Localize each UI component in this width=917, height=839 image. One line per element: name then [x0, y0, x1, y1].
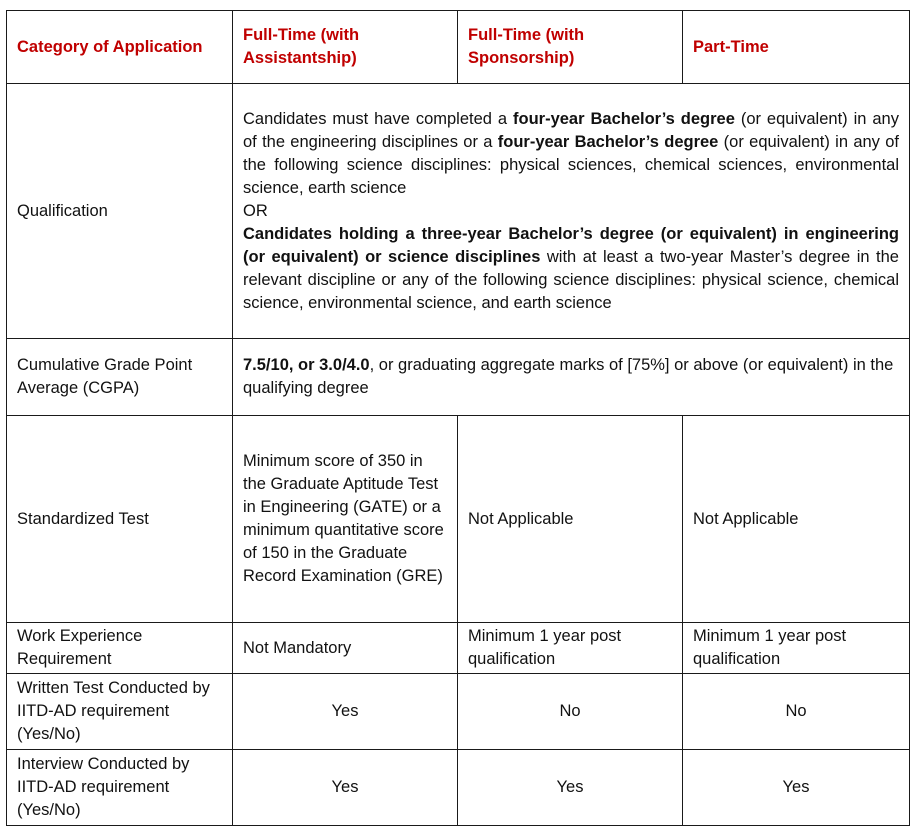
interview-label: Interview Conducted by IITD-AD requirement (Yes/No)	[7, 750, 233, 826]
qualification-label: Qualification	[7, 84, 233, 339]
interview-parttime: Yes	[683, 750, 910, 826]
written-test-row	[7, 674, 910, 750]
header-fulltime-sponsorship: Full-Time (with Sponsorship)	[468, 26, 585, 67]
qualification-p1-a: Candidates must have completed a	[243, 109, 514, 128]
header-cell-assistantship	[233, 11, 458, 84]
header-cell-sponsorship	[458, 11, 683, 84]
qualification-or: OR	[243, 201, 268, 220]
interview-assistantship: Yes	[233, 750, 458, 826]
qualification-p1-b: four-year Bachelor’s degree	[513, 109, 735, 128]
qualification-row	[7, 84, 910, 339]
qualification-text	[233, 84, 910, 339]
qualification-p2-a: Candidates holding a three-year Bachelor’s degree (or equivalent) in engineering (or equivalent) or science disciplines	[243, 224, 899, 266]
cgpa-value-bold: 7.5/10, or 3.0/4.0	[243, 356, 370, 374]
interview-row	[7, 750, 910, 826]
standardized-test-row	[7, 416, 910, 623]
header-fulltime-assistantship: Full-Time (with Assistantship)	[243, 26, 360, 67]
header-cell-parttime	[683, 11, 910, 84]
written-test-assistantship: Yes	[233, 674, 458, 750]
written-test-sponsorship: No	[458, 674, 683, 750]
cgpa-row	[7, 339, 910, 416]
cgpa-value-rest: , or graduating aggregate marks of [75%] or above (or equivalent) in the qualifying degree	[243, 356, 894, 397]
header-parttime: Part-Time	[693, 37, 769, 56]
written-test-parttime: No	[683, 674, 910, 750]
eligibility-table	[6, 10, 910, 826]
work-experience-parttime: Minimum 1 year post qualification	[683, 623, 910, 674]
standardized-test-sponsorship: Not Applicable	[458, 416, 683, 623]
cgpa-label: Cumulative Grade Point Average (CGPA)	[7, 339, 233, 416]
standardized-test-label: Standardized Test	[7, 416, 233, 623]
cgpa-text	[233, 339, 910, 416]
work-experience-row	[7, 623, 910, 674]
qualification-p2-b: with at least a two-year Master’s degree in the relevant discipline or any of the following science disciplines: physical science, chemical science, environmental science, and earth science	[243, 247, 899, 312]
interview-sponsorship: Yes	[458, 750, 683, 826]
header-row	[7, 11, 910, 84]
work-experience-sponsorship: Minimum 1 year post qualification	[458, 623, 683, 674]
standardized-test-assistantship: Minimum score of 350 in the Graduate Aptitude Test in Engineering (GATE) or a minimum quantitative score of 150 in the Graduate Record Examination (GRE)	[233, 416, 458, 623]
standardized-test-parttime: Not Applicable	[683, 416, 910, 623]
written-test-label: Written Test Conducted by IITD-AD requirement (Yes/No)	[7, 674, 233, 750]
qualification-p1-d: four-year Bachelor’s degree	[497, 132, 719, 151]
work-experience-assistantship: Not Mandatory	[233, 623, 458, 674]
header-category: Category of Application	[17, 37, 203, 56]
qualification-p1-e: (or equivalent) in any of the following science disciplines: physical sciences, chemical sciences, environmental science, earth science	[243, 132, 899, 197]
qualification-p1-c: (or equivalent) in any of the engineering disciplines or a	[243, 109, 899, 151]
work-experience-label: Work Experience Requirement	[7, 623, 233, 674]
header-cell-category	[7, 11, 233, 84]
